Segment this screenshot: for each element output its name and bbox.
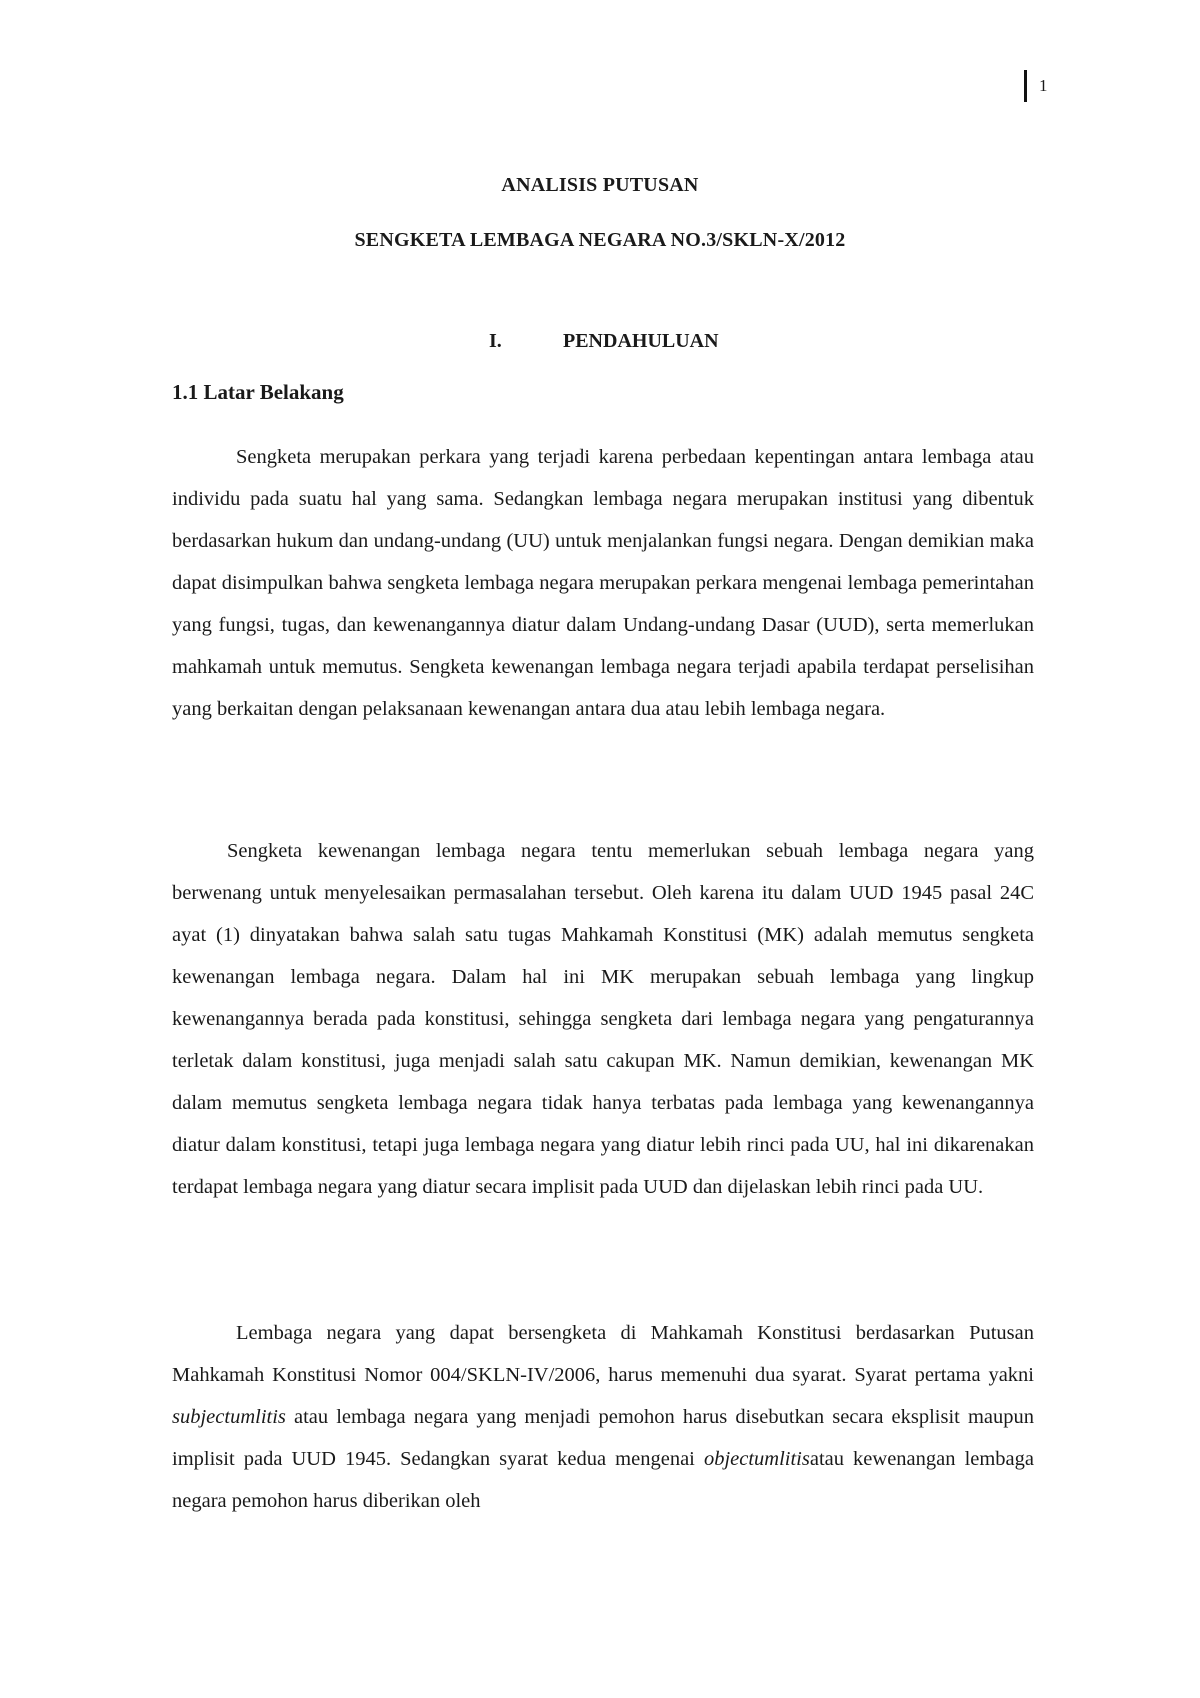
page-number-divider (1024, 70, 1027, 102)
document-subtitle: SENGKETA LEMBAGA NEGARA NO.3/SKLN-X/2012 (354, 229, 846, 251)
paragraph-3-text-1: Lembaga negara yang dapat bersengketa di Mahkamah Konstitusi berdasarkan Putusan Mahkamah Konstitusi Nomor 004/SKLN-IV/2006, harus memenuhi dua syarat. Syarat pertama yakni (172, 1322, 1034, 1386)
subsection-heading: 1.1 Latar Belakang (172, 380, 344, 404)
paragraph-1: Sengketa merupakan perkara yang terjadi karena perbedaan kepentingan antara lembaga atau individu pada suatu hal yang sama. Sedangkan lembaga negara merupakan institusi yang dibentuk berdasarkan hukum dan undang-undang (UU) untuk menjalankan fungsi negara. Dengan demikian maka dapat disimpulkan bahwa sengketa lembaga negara merupakan perkara mengenai lembaga pemerintahan yang fungsi, tugas, dan kewenangannya diatur dalam Undang-undang Dasar (UUD), serta memerlukan mahkamah untuk memutus. Sengketa kewenangan lembaga negara terjadi apabila terdapat perselisihan yang berkaitan dengan pelaksanaan kewenangan antara dua atau lebih lembaga negara. (172, 446, 1034, 720)
paragraph-3-text-2: atau lembaga negara yang menjadi pemohon harus disebutkan secara eksplisit maupun implisit pada UUD 1945. Sedangkan syarat kedua mengenai (172, 1406, 1034, 1470)
document-title: ANALISIS PUTUSAN (501, 174, 699, 196)
term-objectumlitis: objectumlitis (703, 1448, 810, 1470)
section-title: PENDAHULUAN (563, 330, 719, 352)
paragraph-3 (172, 1312, 1034, 1522)
paragraph-3-text-3: atau kewenangan lembaga negara pemohon harus diberikan oleh (172, 1448, 1035, 1512)
paragraph-2: Sengketa kewenangan lembaga negara tentu memerlukan sebuah lembaga negara yang berwenang untuk menyelesaikan permasalahan tersebut. Oleh karena itu dalam UUD 1945 pasal 24C ayat (1) dinyatakan bahwa salah satu tugas Mahkamah Konstitusi (MK) adalah memutus sengketa kewenangan lembaga negara. Dalam hal ini MK merupakan sebuah lembaga yang lingkup kewenangannya berada pada konstitusi, sehingga sengketa dari lembaga negara yang pengaturannya terletak dalam konstitusi, juga menjadi salah satu cakupan MK. Namun demikian, kewenangan MK dalam memutus sengketa lembaga negara tidak hanya terbatas pada lembaga yang kewenangannya diatur dalam konstitusi, tetapi juga lembaga negara yang diatur lebih rinci pada UU, hal ini dikarenakan terdapat lembaga negara yang diatur secara implisit pada UUD dan dijelaskan lebih rinci pada UU. (172, 840, 1034, 1198)
page-number: 1 (1039, 76, 1048, 95)
page-number-block (1024, 70, 1048, 102)
section-number: I. (489, 330, 502, 352)
term-subjectumlitis: subjectumlitis (172, 1406, 286, 1428)
